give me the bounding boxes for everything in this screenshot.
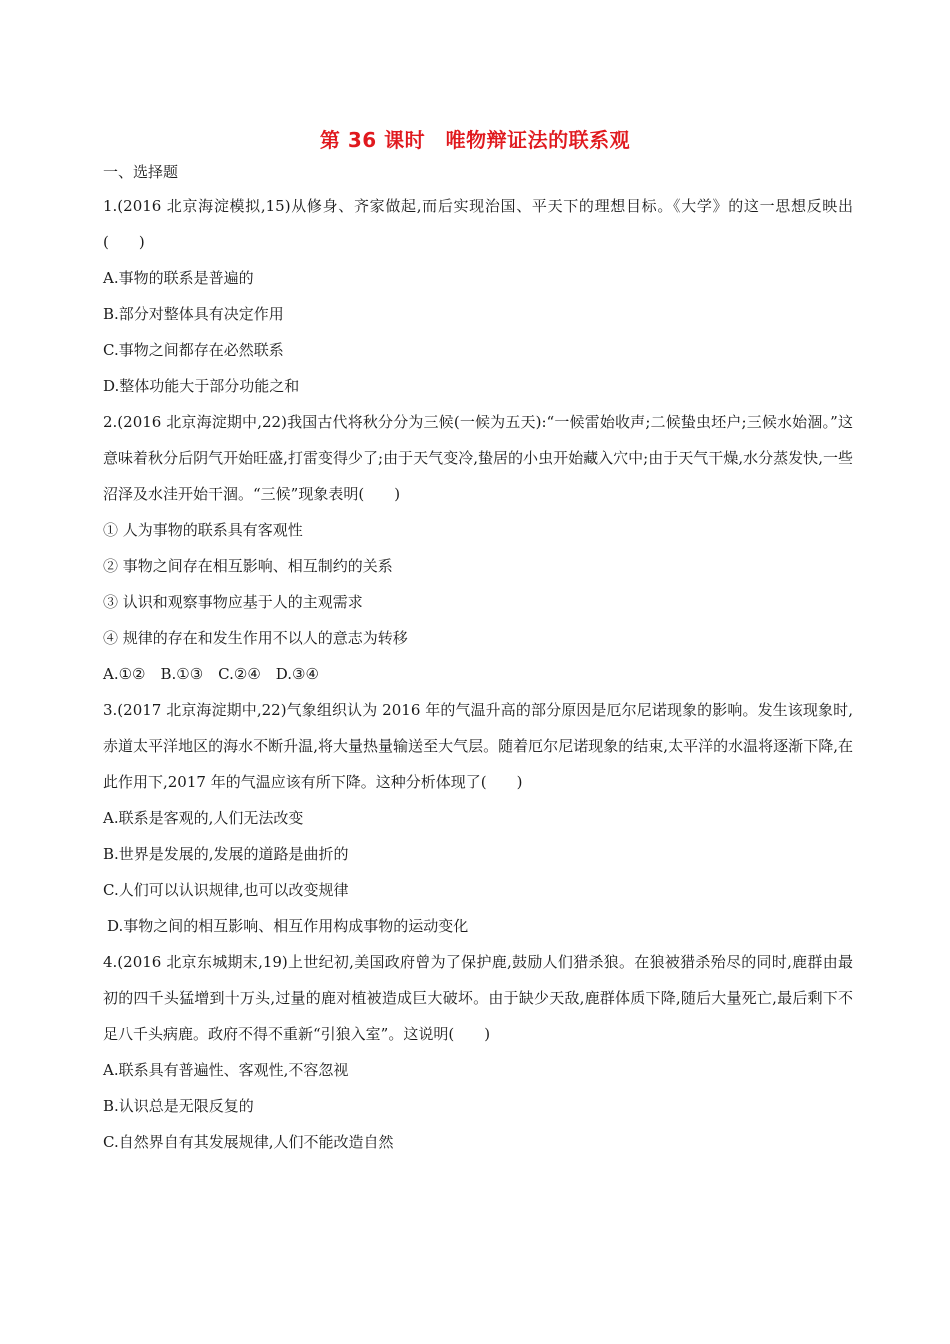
section-heading: 一、选择题 [103, 163, 179, 181]
question-1 [103, 188, 853, 404]
question-stem: 3.(2017 北京海淀期中,22)气象组织认为 2016 年的气温升高的部分原因是厄尔尼诺现象的影响。发生该现象时,赤道太平洋地区的海水不断升温,将大量热量输送至大气层。随着厄尔尼诺现象的结束,太平洋的水温将逐渐下降,在此作用下,2017 年的气温应该有所下降。这种分析体现了( ) [103, 701, 853, 791]
option-b: B.认识总是无限反复的 [103, 1097, 254, 1115]
page-title: 第 36 课时 唯物辩证法的联系观 [319, 128, 631, 152]
option-c: C.人们可以认识规律,也可以改变规律 [103, 881, 349, 899]
option-d: D.事物之间的相互影响、相互作用构成事物的运动变化 [107, 917, 469, 935]
question-3 [103, 692, 853, 944]
option-a: A.联系具有普遍性、客观性,不容忽视 [103, 1061, 349, 1079]
option-a: A.事物的联系是普遍的 [103, 269, 254, 287]
statement-2: ② 事物之间存在相互影响、相互制约的关系 [103, 557, 393, 575]
answer-choices: A.①② B.①③ C.②④ D.③④ [103, 665, 319, 683]
option-c: C.事物之间都存在必然联系 [103, 341, 284, 359]
option-d: D.整体功能大于部分功能之和 [103, 377, 300, 395]
question-2 [103, 404, 853, 692]
option-b: B.世界是发展的,发展的道路是曲折的 [103, 845, 349, 863]
question-stem: 1.(2016 北京海淀模拟,15)从修身、齐家做起,而后实现治国、平天下的理想目标。《大学》的这一思想反映出( ) [103, 197, 853, 251]
question-stem: 2.(2016 北京海淀期中,22)我国古代将秋分分为三候(一候为五天):“一候雷始收声;二候蛰虫坯户;三候水始涸。”这意味着秋分后阴气开始旺盛,打雷变得少了;由于天气变冷,蛰居的小虫开始藏入穴中;由于天气干燥,水分蒸发快,一些沼泽及水洼开始干涸。“三候”现象表明( ) [103, 413, 853, 503]
question-list [103, 160, 853, 1160]
statement-3: ③ 认识和观察事物应基于人的主观需求 [103, 593, 363, 611]
statement-1: ① 人为事物的联系具有客观性 [103, 521, 303, 539]
option-b: B.部分对整体具有决定作用 [103, 305, 284, 323]
statement-4: ④ 规律的存在和发生作用不以人的意志为转移 [103, 629, 408, 647]
option-c: C.自然界自有其发展规律,人们不能改造自然 [103, 1133, 394, 1151]
question-stem: 4.(2016 北京东城期末,19)上世纪初,美国政府曾为了保护鹿,鼓励人们猎杀狼。在狼被猎杀殆尽的同时,鹿群由最初的四千头猛增到十万头,过量的鹿对植被造成巨大破坏。由于缺少天敌,鹿群体质下降,随后大量死亡,最后剩下不足八千头病鹿。政府不得不重新“引狼入室”。这说明( ) [103, 953, 853, 1043]
option-a: A.联系是客观的,人们无法改变 [103, 809, 304, 827]
question-4 [103, 944, 853, 1160]
